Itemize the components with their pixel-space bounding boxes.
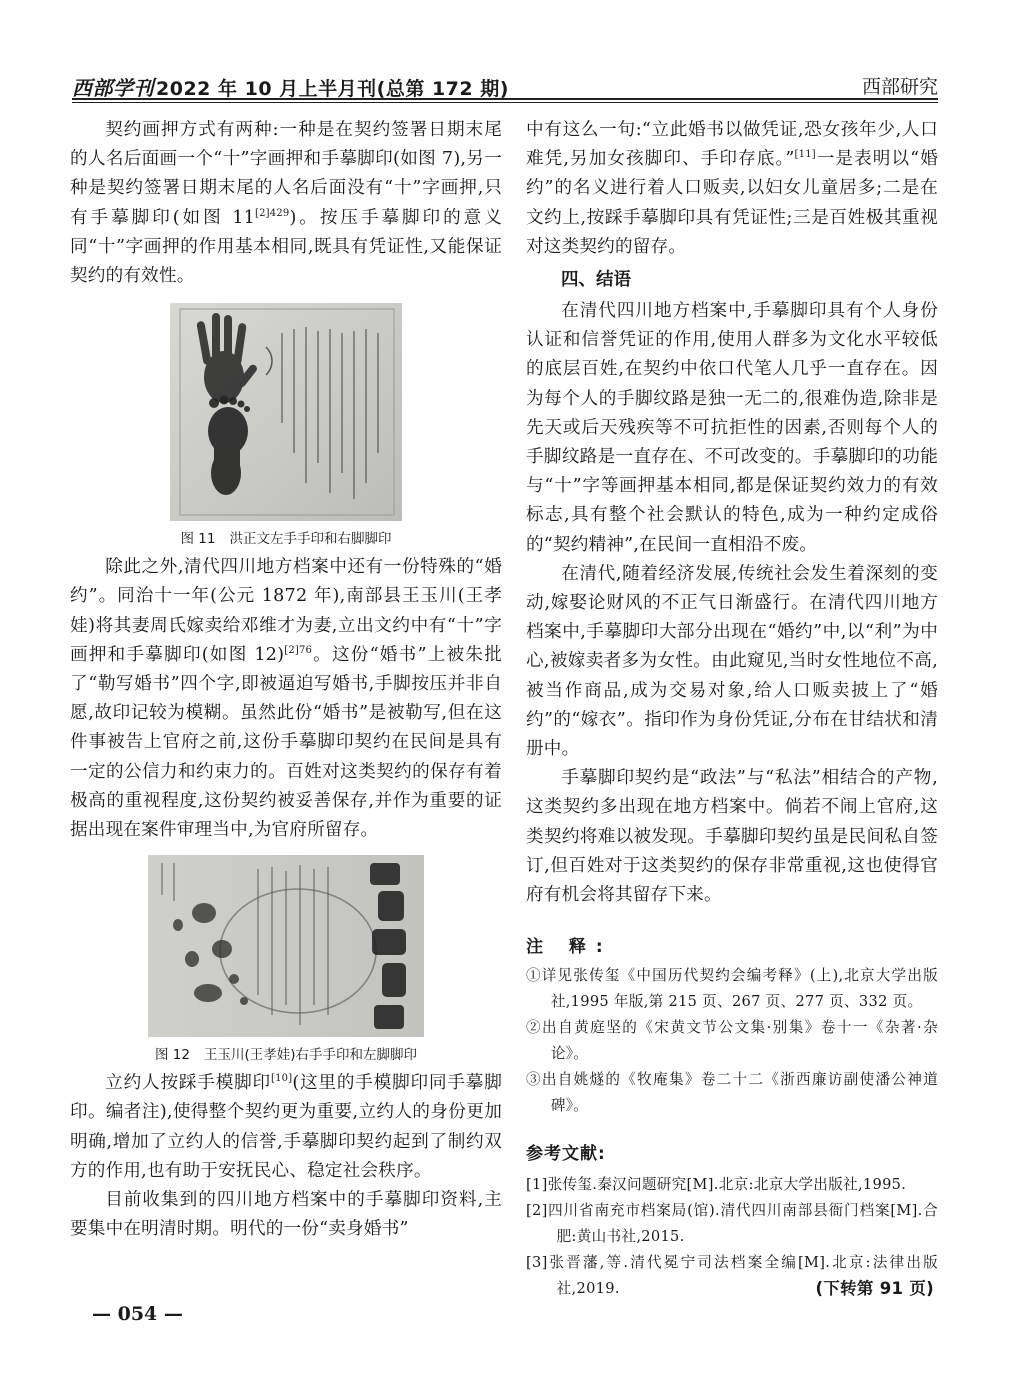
note-item: ①详见张传玺《中国历代契约会编考释》(上),北京大学出版社,1995 年版,第 215 页、267 页、277 页、332 页。: [526, 967, 938, 1011]
citation: [11]: [794, 149, 816, 161]
reference-item: [3]张晋藩,等.清代冕宁司法档案全编[M].北京:法律出版社,2019. (下转第 91 页): [526, 1250, 938, 1302]
journal-issue: [72, 72, 509, 101]
section-heading: 四、结语: [561, 270, 631, 291]
reference-item: [1]张传玺.秦汉问题研究[M].北京:北京大学出版社,1995.: [526, 1176, 907, 1194]
references-heading: 参考文献:: [526, 1144, 606, 1165]
paragraph: 在清代,随着经济发展,传统社会发生着深刻的变动,嫁娶论财风的不正气日渐盛行。在清代四川地方档案中,手摹脚印大部分出现在“婚约”中,以“利”为中心,被嫁卖者多为女性。由此窥见,当时女性地位不高,被当作商品,成为交易对象,给人口贩卖披上了“婚约”的“嫁衣”。指印作为身份凭证,分布在甘结状和清册中。: [526, 563, 938, 760]
figure-caption: 图 11 洪正文左手手印和右脚脚印: [180, 531, 392, 548]
marriage-contract-photo: [148, 855, 424, 1037]
paragraph: 手摹脚印契约是“政法”与“私法”相结合的产物,这类契约多出现在地方档案中。倘若不闹上官府,这类契约将难以被发现。手摹脚印契约虽是民间私自签订,但百姓对于这类契约的保存非常重视,这也使得官府有机会将其留存下来。: [526, 768, 938, 906]
left-column: [70, 116, 502, 1244]
paragraph: 中有这么一句:“立此婚书以做凭证,恐女孩年少,人口难凭,另加女孩脚印、手印存底。”[11]一是表明以“婚约”的名义进行着人口贩卖,以妇女儿童居多;二是在文约上,按踩手摹脚印具有凭证性;三是百姓极其重视对这类契约的留存。: [526, 120, 938, 257]
notes-heading: 注 释:: [526, 937, 613, 958]
paragraph: 目前收集到的四川地方档案中的手摹脚印资料,主要集中在明清时期。明代的一份“卖身婚书”: [70, 1190, 502, 1240]
citation: [10]: [270, 1073, 293, 1085]
figure-11: [70, 303, 502, 549]
continued-note: (下转第 91 页): [815, 1279, 934, 1299]
figure-12: [70, 855, 502, 1065]
paragraph: 在清代四川地方档案中,手摹脚印具有个人身份认证和信誉凭证的作用,使用人群多为文化水平较低的底层百姓,在契约中依口代笔人几乎一直存在。因为每个人的手脚纹路是独一无二的,很难伪造,除非是先天或后天残疾等不可抗拒性的因素,否则每个人的手脚纹路是一直存在、不可改变的。手摹脚印的功能与“十”字等画押基本相同,都是保证契约效力的有效标志,具有整个社会默认的特色,成为一种约定成俗的“契约精神”,在民间一直相沿不废。: [526, 301, 938, 555]
page-number: — 054 —: [92, 1303, 183, 1325]
paragraph: 除此之外,清代四川地方档案中还有一份特殊的“婚约”。同治十一年(公元 1872 年),南部县王玉川(王孝娃)将其妻周氏嫁卖给邓维才为妻,立出文约中有“十”字画押和手摹脚印(如图 12)$^{[2]76}$。这份“婚书”上被朱批了“勒写婚书”四个字,即被逼迫写婚书,手脚按压并非自愿,故印记较为模糊。虽然此份“婚书”是被勒写,但在这件事被告上官府之前,这份手摹脚印契约在民间是具有一定的公信力和约束力的。百姓对这类契约的保存有着极高的重视程度,这份契约被妥善保存,并作为重要的证据出现在案件审理当中,为官府所留存。: [70, 557, 502, 841]
handprint-footprint-photo: [170, 303, 402, 521]
running-header: [72, 68, 938, 100]
figure-caption: 图 12 王玉川(王孝娃)右手手印和左脚脚印: [154, 1047, 418, 1064]
note-item: ②出自黄庭坚的《宋黄文节公文集·别集》卷十一《杂著·杂论》。: [526, 1019, 938, 1063]
section-name: 西部研究: [861, 76, 938, 98]
note-item: ③出自姚燧的《牧庵集》卷二十二《浙西廉访副使潘公神道碑》。: [526, 1071, 938, 1115]
header-rule-thin: [72, 102, 938, 103]
header-rule: [72, 98, 938, 100]
journal-logo: 西部学刊: [72, 76, 154, 100]
paragraph: 立约人按踩手模脚印[10](这里的手模脚印同手摹脚印。编者注),使得整个契约更为重要,立约人的身份更加明确,增加了立约人的信誉,手摹脚印契约起到了制约双方的作用,也有助于安抚民心、稳定社会秩序。: [70, 1073, 503, 1181]
reference-item: [2]四川省南充市档案局(馆).清代四川南部县衙门档案[M].合肥:黄山书社,2015.: [526, 1202, 938, 1246]
citation: [2]429: [255, 207, 290, 219]
paragraph: 契约画押方式有两种:一种是在契约签署日期末尾的人名后面画一个“十”字画押和手摹脚印(如图 7),另一种是契约签署日期末尾的人名后面没有“十”字画押,只有手摹脚印(如图 $11^{[2]429}$)。按压手摹脚印的意义同“十”字画押的作用基本相同,既具有凭证性,又能保证契约的有效性。: [70, 120, 502, 287]
citation: [2]76: [284, 644, 313, 656]
right-column: [526, 116, 938, 1302]
issue-info: 2022 年 10 月上半月刊(总第 172 期): [156, 78, 509, 100]
